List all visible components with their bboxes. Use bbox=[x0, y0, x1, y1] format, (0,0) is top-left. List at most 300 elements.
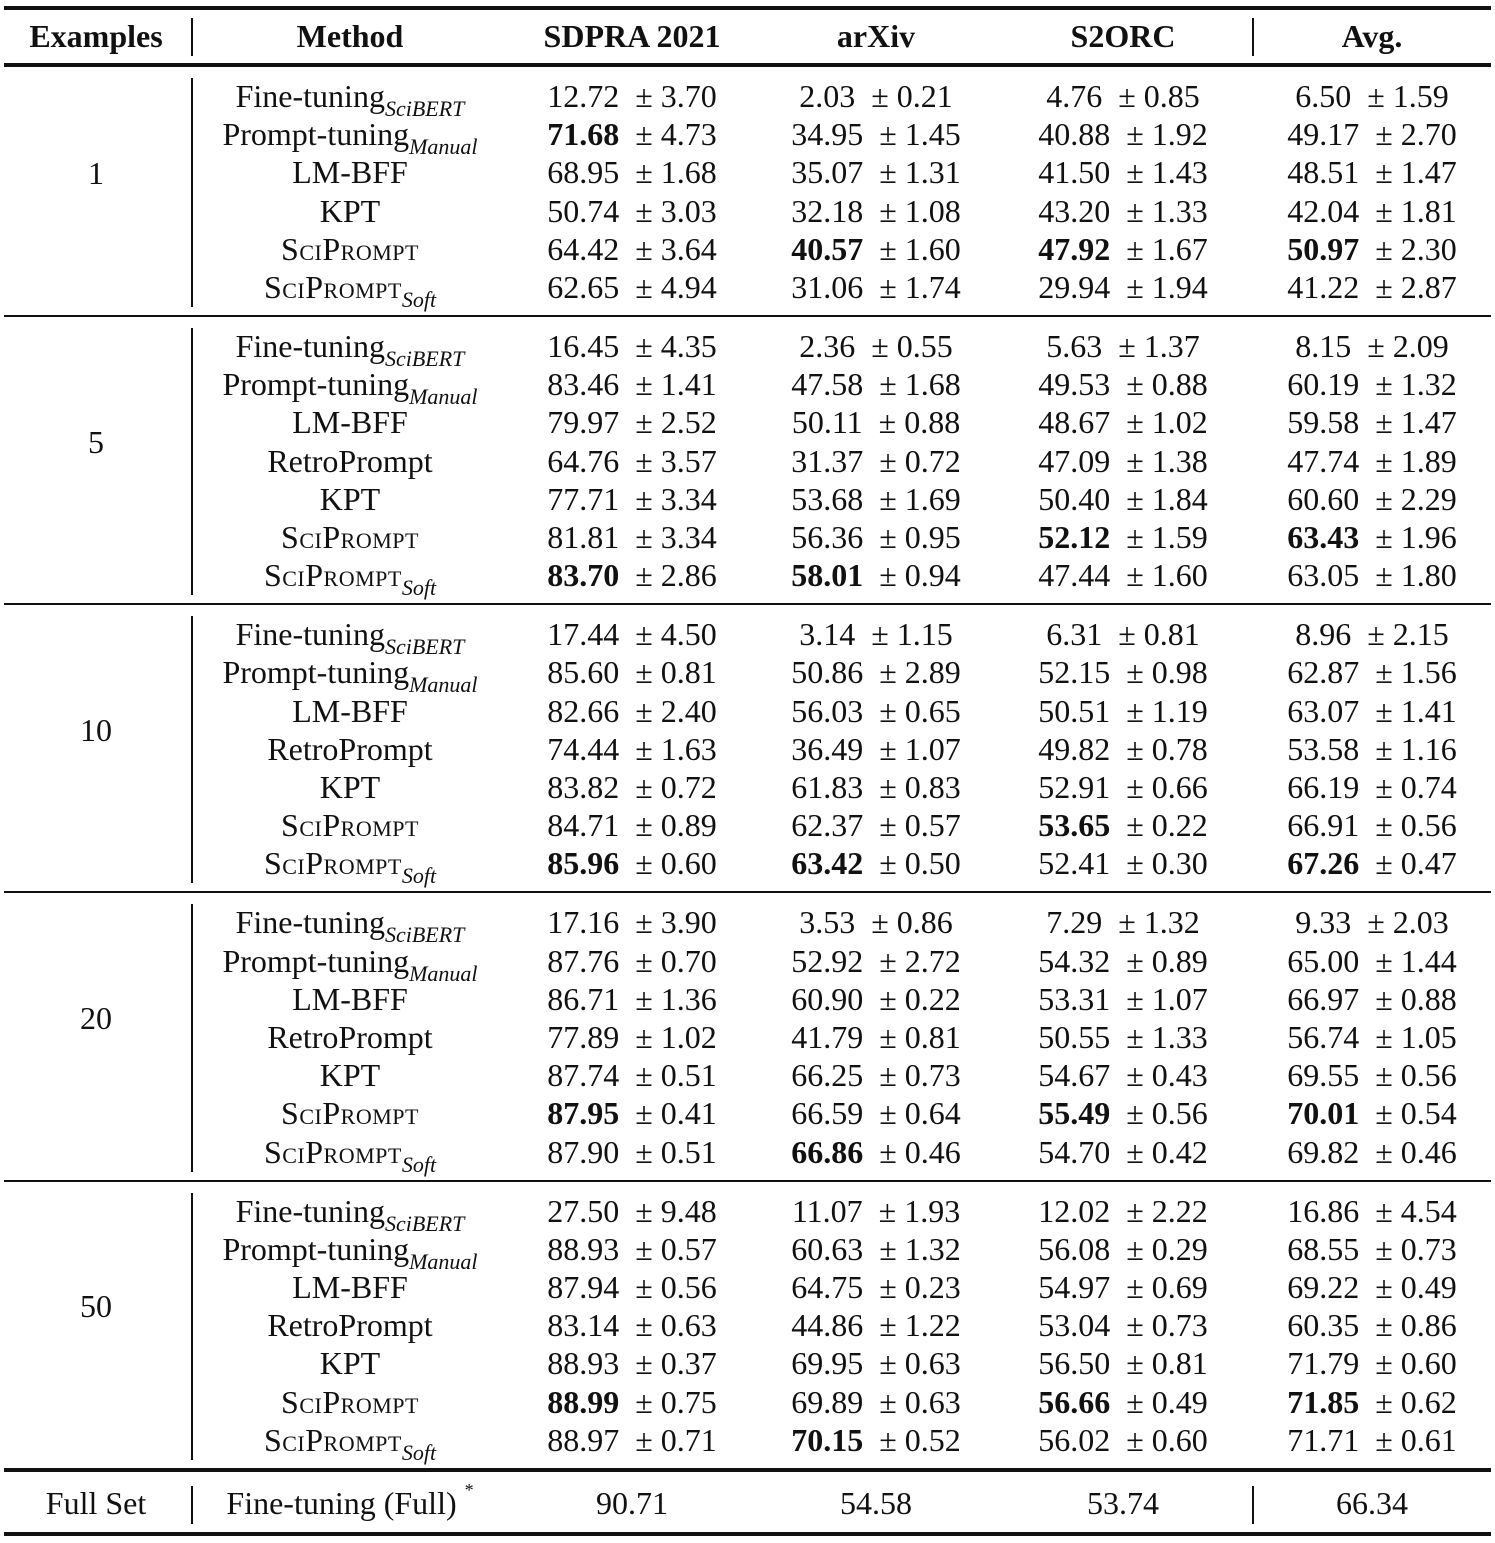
score-std: ± 0.75 bbox=[635, 1383, 717, 1420]
score-cell bbox=[547, 480, 717, 517]
score-std: ± 4.73 bbox=[635, 116, 717, 153]
score-cell bbox=[791, 692, 961, 729]
score-std: ± 0.73 bbox=[1375, 1230, 1457, 1267]
score-mean: 84.71 bbox=[547, 807, 620, 844]
score-mean: 77.71 bbox=[547, 480, 620, 517]
score-mean: 47.92 bbox=[1038, 230, 1111, 267]
score-cell bbox=[791, 654, 961, 691]
score-cell bbox=[1295, 616, 1449, 653]
score-mean: 64.75 bbox=[791, 1269, 864, 1305]
score-mean: 66.97 bbox=[1287, 980, 1360, 1017]
score-std: ± 1.96 bbox=[1375, 519, 1457, 555]
score-mean: 68.95 bbox=[547, 154, 620, 191]
score-std: ± 2.52 bbox=[635, 404, 717, 441]
score-cell bbox=[791, 480, 961, 517]
score-mean: 56.36 bbox=[791, 519, 864, 555]
score-std: ± 0.62 bbox=[1375, 1383, 1457, 1420]
score-cell bbox=[547, 1345, 717, 1382]
score-std: ± 0.64 bbox=[879, 1095, 961, 1132]
score-cell bbox=[1038, 1021, 1208, 1053]
score-std: ± 0.89 bbox=[635, 807, 717, 844]
method-cell bbox=[222, 942, 478, 986]
score-cell bbox=[547, 845, 717, 882]
method-name: LM-BFF bbox=[292, 692, 408, 729]
score-std: ± 0.21 bbox=[871, 78, 953, 114]
method-name: Prompt-tuning bbox=[222, 942, 410, 979]
score-cell bbox=[1287, 480, 1457, 517]
score-std: ± 1.59 bbox=[1126, 519, 1208, 555]
column-header: arXiv bbox=[836, 18, 916, 54]
method-cell bbox=[320, 771, 380, 803]
score-cell bbox=[1287, 116, 1457, 153]
method-cell bbox=[319, 192, 381, 229]
vertical-rule bbox=[1252, 1486, 1254, 1524]
score-cell bbox=[547, 80, 717, 112]
score-std: ± 1.45 bbox=[879, 116, 961, 153]
score-std: ± 1.92 bbox=[1126, 116, 1208, 153]
score-mean: 48.67 bbox=[1038, 404, 1111, 441]
score-std: ± 0.88 bbox=[878, 404, 961, 441]
score-mean: 63.43 bbox=[1287, 519, 1360, 555]
method-name: Prompt-tuning bbox=[222, 1230, 410, 1267]
score-cell bbox=[1287, 1230, 1457, 1267]
score-cell bbox=[799, 80, 953, 112]
score-mean: 70.15 bbox=[791, 1421, 864, 1458]
score-std: ± 2.15 bbox=[1367, 616, 1449, 653]
score-std: ± 0.55 bbox=[871, 328, 953, 364]
horizontal-rule bbox=[4, 315, 1491, 317]
score-mean: 11.07 bbox=[791, 1192, 863, 1229]
score-cell bbox=[1038, 1345, 1208, 1382]
score-std: ± 0.69 bbox=[1126, 1269, 1208, 1305]
score-cell bbox=[1046, 616, 1200, 653]
score-cell bbox=[1038, 480, 1208, 517]
score-std: ± 1.36 bbox=[635, 980, 717, 1017]
column-header: SDPRA 2021 bbox=[543, 18, 721, 54]
score-mean: 87.74 bbox=[547, 1057, 620, 1094]
score-cell bbox=[791, 730, 961, 767]
score-std: ± 0.22 bbox=[879, 980, 961, 1017]
score-cell bbox=[1038, 116, 1208, 153]
score-mean: 62.87 bbox=[1287, 654, 1360, 691]
score-mean: 32.18 bbox=[791, 192, 864, 229]
score-std: ± 3.64 bbox=[635, 230, 717, 267]
score-mean: 56.03 bbox=[791, 692, 864, 729]
score-std: ± 0.89 bbox=[1126, 942, 1208, 979]
method-name: Fine-tuning bbox=[235, 904, 385, 941]
score-std: ± 1.16 bbox=[1375, 730, 1457, 767]
score-std: ± 0.94 bbox=[879, 557, 961, 594]
method-cell bbox=[319, 1057, 381, 1094]
score-std: ± 0.63 bbox=[635, 1307, 717, 1344]
score-std: ± 0.65 bbox=[879, 692, 961, 729]
method-cell bbox=[222, 366, 478, 410]
score-cell bbox=[1287, 807, 1457, 844]
score-mean: 40.57 bbox=[791, 230, 864, 267]
method-name: RetroPrompt bbox=[267, 730, 433, 767]
method-cell bbox=[235, 904, 465, 948]
score-std: ± 0.81 bbox=[1118, 616, 1200, 653]
method-name: KPT bbox=[319, 480, 381, 517]
score-std: ± 0.51 bbox=[635, 1057, 717, 1094]
method-cell bbox=[281, 1383, 419, 1420]
score-std: ± 4.94 bbox=[635, 269, 717, 305]
score-cell bbox=[791, 366, 961, 403]
score-cell bbox=[1287, 404, 1457, 441]
score-mean: 60.90 bbox=[791, 980, 864, 1017]
score-cell bbox=[547, 1133, 717, 1170]
score-std: ± 0.54 bbox=[1375, 1095, 1457, 1132]
score-mean: 27.50 bbox=[547, 1192, 620, 1229]
score-mean: 42.04 bbox=[1287, 192, 1360, 229]
score-cell bbox=[1038, 1307, 1208, 1344]
score-cell bbox=[547, 692, 717, 729]
score-cell bbox=[1038, 771, 1208, 803]
score-mean: 31.06 bbox=[791, 269, 864, 305]
score-mean: 5.63 bbox=[1046, 328, 1103, 364]
score-std: ± 0.56 bbox=[1126, 1095, 1208, 1132]
score-cell bbox=[547, 1271, 717, 1303]
score-std: ± 4.50 bbox=[635, 616, 717, 653]
score-cell bbox=[791, 230, 961, 267]
score-std: ± 1.22 bbox=[879, 1307, 961, 1344]
score-mean: 34.95 bbox=[791, 116, 864, 153]
score-mean: 8.15 bbox=[1295, 328, 1352, 364]
score-cell bbox=[791, 1271, 961, 1303]
method-name: KPT bbox=[319, 769, 381, 805]
method-subscript: Soft bbox=[401, 863, 437, 889]
column-header: Method bbox=[296, 18, 404, 54]
method-name: Prompt-tuning bbox=[222, 654, 410, 691]
score-std: ± 0.74 bbox=[1375, 769, 1457, 805]
method-name: SciPrompt bbox=[263, 557, 402, 594]
method-cell bbox=[235, 328, 465, 371]
score-std: ± 0.49 bbox=[1126, 1383, 1208, 1420]
horizontal-rule bbox=[4, 6, 1491, 10]
score-cell bbox=[547, 116, 717, 153]
vertical-rule bbox=[191, 1486, 193, 1524]
score-std: ± 1.33 bbox=[1126, 192, 1208, 229]
method-cell bbox=[267, 442, 433, 479]
column-header: Examples bbox=[29, 18, 163, 54]
score-std: ± 0.72 bbox=[635, 769, 717, 805]
score-mean: 62.37 bbox=[791, 807, 864, 844]
score-cell bbox=[1287, 192, 1457, 229]
score-std: ± 1.89 bbox=[1375, 442, 1457, 479]
score-mean: 36.49 bbox=[791, 730, 864, 767]
score-cell bbox=[1295, 80, 1449, 112]
method-name: KPT bbox=[319, 1057, 381, 1094]
score-std: ± 1.07 bbox=[1126, 980, 1208, 1017]
method-cell bbox=[235, 78, 465, 121]
score-mean: 3.53 bbox=[799, 904, 856, 941]
score-std: ± 0.37 bbox=[635, 1345, 717, 1382]
score-std: ± 2.30 bbox=[1375, 230, 1457, 267]
score-mean: 52.41 bbox=[1038, 845, 1111, 882]
score-std: ± 3.70 bbox=[635, 78, 717, 114]
vertical-rule bbox=[191, 328, 193, 595]
method-name: SciPrompt bbox=[263, 1421, 402, 1458]
score-mean: 87.94 bbox=[547, 1269, 620, 1305]
vertical-rule bbox=[1252, 18, 1254, 56]
examples-count: 5 bbox=[88, 423, 104, 460]
score-mean: 71.79 bbox=[1287, 1345, 1360, 1382]
score-mean: 66.91 bbox=[1287, 807, 1360, 844]
vertical-rule bbox=[191, 904, 193, 1171]
score-mean: 71.85 bbox=[1287, 1383, 1360, 1420]
method-subscript: SciBERT bbox=[384, 1210, 465, 1236]
score-std: ± 0.51 bbox=[635, 1133, 717, 1170]
method-subscript: Manual bbox=[409, 960, 478, 986]
score-std: ± 1.60 bbox=[1126, 557, 1208, 594]
score-mean: 7.29 bbox=[1046, 904, 1103, 941]
score-std: ± 1.31 bbox=[879, 154, 961, 191]
score-std: ± 2.87 bbox=[1375, 269, 1457, 305]
score-cell bbox=[1295, 904, 1449, 941]
score-cell bbox=[1295, 330, 1449, 362]
score-std: ± 0.50 bbox=[879, 845, 961, 882]
method-cell bbox=[235, 1192, 465, 1236]
score-cell bbox=[1038, 404, 1208, 441]
score-mean: 88.93 bbox=[547, 1345, 620, 1382]
score-mean: 79.97 bbox=[547, 404, 620, 441]
score-mean: 83.82 bbox=[547, 769, 620, 805]
method-name: Fine-tuning bbox=[235, 328, 385, 364]
score-cell bbox=[1287, 230, 1457, 267]
score-mean: 40.88 bbox=[1038, 116, 1111, 153]
score-mean: 69.82 bbox=[1287, 1133, 1360, 1170]
score-cell bbox=[1038, 845, 1208, 882]
score-mean: 52.12 bbox=[1038, 519, 1111, 555]
score-std: ± 0.85 bbox=[1118, 78, 1200, 114]
method-name: SciPrompt bbox=[281, 519, 419, 555]
score-mean: 12.02 bbox=[1038, 1192, 1111, 1229]
score-cell bbox=[547, 192, 717, 229]
score-mean: 49.53 bbox=[1038, 366, 1111, 403]
score-mean: 53.58 bbox=[1287, 730, 1360, 767]
method-cell bbox=[222, 116, 478, 160]
score-cell bbox=[1046, 904, 1200, 941]
score-cell bbox=[791, 1345, 961, 1382]
score-mean: 66.59 bbox=[791, 1095, 864, 1132]
score-mean: 2.03 bbox=[799, 78, 856, 114]
score-std: ± 3.90 bbox=[635, 904, 717, 941]
method-cell bbox=[281, 521, 419, 553]
score-mean: 87.90 bbox=[547, 1133, 620, 1170]
score-mean: 56.74 bbox=[1287, 1019, 1360, 1055]
score-std: ± 1.59 bbox=[1367, 78, 1449, 114]
score-std: ± 1.84 bbox=[1126, 480, 1208, 517]
method-name: Fine-tuning (Full) bbox=[226, 1485, 457, 1521]
score-cell bbox=[1038, 807, 1208, 844]
method-subscript: Manual bbox=[409, 1248, 478, 1274]
score-std: ± 0.41 bbox=[635, 1095, 717, 1132]
score-std: ± 1.94 bbox=[1126, 269, 1208, 305]
score-mean: 50.97 bbox=[1287, 230, 1360, 267]
score-cell bbox=[1038, 942, 1208, 979]
score-std: ± 3.34 bbox=[635, 519, 717, 555]
method-subscript: Soft bbox=[401, 1151, 437, 1177]
score-mean: 71.68 bbox=[547, 116, 620, 153]
method-cell bbox=[222, 1230, 478, 1274]
score-mean: 16.45 bbox=[547, 328, 620, 364]
method-name: SciPrompt bbox=[281, 807, 419, 844]
score-cell bbox=[1038, 1133, 1208, 1170]
score-cell bbox=[1287, 845, 1457, 882]
method-cell bbox=[222, 654, 478, 698]
method-cell bbox=[263, 1421, 437, 1465]
score-std: ± 0.78 bbox=[1126, 730, 1208, 767]
score-cell bbox=[1038, 230, 1208, 267]
score-mean: 85.96 bbox=[547, 845, 620, 882]
score-std: ± 0.29 bbox=[1126, 1230, 1208, 1267]
score-std: ± 2.40 bbox=[635, 692, 717, 729]
score-cell bbox=[791, 442, 961, 479]
score-mean: 50.11 bbox=[791, 404, 863, 441]
score-cell bbox=[791, 116, 961, 153]
score-mean: 86.71 bbox=[547, 980, 620, 1017]
score-cell bbox=[1287, 1192, 1457, 1229]
score-std: ± 1.07 bbox=[879, 730, 961, 767]
method-name: SciPrompt bbox=[263, 269, 402, 305]
score-std: ± 1.47 bbox=[1375, 404, 1457, 441]
score-cell bbox=[547, 1230, 717, 1267]
score-cell bbox=[1287, 154, 1457, 191]
score-std: ± 0.63 bbox=[879, 1345, 961, 1382]
method-name: Fine-tuning bbox=[235, 616, 385, 653]
method-name: LM-BFF bbox=[292, 404, 408, 441]
score-cell bbox=[791, 404, 961, 441]
score-std: ± 0.47 bbox=[1375, 845, 1457, 882]
method-cell bbox=[292, 404, 408, 441]
score-mean: 53.68 bbox=[791, 480, 864, 517]
score-cell bbox=[791, 1307, 961, 1344]
score-std: ± 0.22 bbox=[1126, 807, 1208, 844]
score-cell bbox=[1038, 271, 1208, 303]
score-mean: 71.71 bbox=[1287, 1421, 1360, 1458]
score-std: ± 0.70 bbox=[635, 942, 717, 979]
examples-count: 10 bbox=[80, 711, 112, 748]
score-mean: 60.35 bbox=[1287, 1307, 1360, 1344]
score-mean: 43.20 bbox=[1038, 192, 1111, 229]
score-std: ± 3.34 bbox=[635, 480, 717, 517]
score-std: ± 1.67 bbox=[1126, 230, 1208, 267]
score-mean: 52.92 bbox=[791, 942, 864, 979]
score-mean: 87.95 bbox=[547, 1095, 620, 1132]
score-std: ± 1.43 bbox=[1126, 154, 1208, 191]
score-mean: 70.01 bbox=[1287, 1095, 1360, 1132]
score-cell bbox=[1038, 730, 1208, 767]
method-name: Prompt-tuning bbox=[222, 366, 410, 403]
score-mean: 56.50 bbox=[1038, 1345, 1111, 1382]
score-cell bbox=[791, 845, 961, 882]
method-cell bbox=[292, 692, 408, 729]
score-cell bbox=[1038, 1192, 1208, 1229]
score-std: ± 2.03 bbox=[1367, 904, 1449, 941]
score-cell bbox=[1287, 442, 1457, 479]
score-cell bbox=[1046, 330, 1200, 362]
score-std: ± 1.32 bbox=[1118, 904, 1200, 941]
score-std: ± 0.88 bbox=[1375, 980, 1457, 1017]
score-mean: 35.07 bbox=[791, 154, 864, 191]
method-name: KPT bbox=[319, 1345, 381, 1382]
score-std: ± 1.47 bbox=[1375, 154, 1457, 191]
score-std: ± 0.57 bbox=[879, 807, 961, 844]
score-cell bbox=[547, 557, 717, 594]
score-cell bbox=[1287, 654, 1457, 691]
score-mean: 50.40 bbox=[1038, 480, 1111, 517]
method-name: SciPrompt bbox=[263, 1133, 402, 1170]
score-cell bbox=[547, 521, 717, 553]
score-cell bbox=[791, 1421, 961, 1458]
score-cell bbox=[547, 1192, 717, 1229]
score-mean: 49.82 bbox=[1038, 730, 1111, 767]
method-subscript: SciBERT bbox=[384, 922, 465, 948]
score-std: ± 0.57 bbox=[635, 1230, 717, 1267]
score-cell bbox=[1038, 1095, 1208, 1132]
score-cell bbox=[1038, 1271, 1208, 1303]
score-cell bbox=[547, 442, 717, 479]
score-std: ± 0.60 bbox=[635, 845, 717, 882]
score-mean: 17.44 bbox=[547, 616, 620, 653]
score-cell bbox=[1287, 521, 1457, 553]
score-mean: 56.02 bbox=[1038, 1421, 1111, 1458]
score-cell bbox=[1038, 521, 1208, 553]
score-cell bbox=[547, 942, 717, 979]
vertical-rule bbox=[191, 18, 193, 56]
score-std: ± 0.98 bbox=[1126, 654, 1208, 691]
score-mean: 49.17 bbox=[1287, 116, 1360, 153]
horizontal-rule bbox=[4, 603, 1491, 605]
score-mean: 47.58 bbox=[791, 366, 864, 403]
score-std: ± 9.48 bbox=[635, 1192, 717, 1229]
score-std: ± 0.56 bbox=[1375, 807, 1457, 844]
score-std: ± 0.49 bbox=[1375, 1269, 1457, 1305]
score-cell bbox=[1287, 771, 1457, 803]
method-cell bbox=[263, 269, 437, 312]
score-cell bbox=[791, 1057, 961, 1094]
score-cell bbox=[1287, 1271, 1457, 1303]
score-cell bbox=[1287, 730, 1457, 767]
score-cell bbox=[791, 1021, 961, 1053]
score-cell bbox=[1287, 1307, 1457, 1344]
method-name: Prompt-tuning bbox=[222, 116, 410, 153]
score-std: ± 0.46 bbox=[879, 1133, 961, 1170]
method-name: SciPrompt bbox=[281, 230, 419, 267]
method-cell bbox=[292, 154, 408, 191]
score-mean: 50.86 bbox=[791, 654, 864, 691]
score-cell bbox=[799, 904, 953, 941]
score-mean: 44.86 bbox=[791, 1307, 864, 1344]
score-std: ± 1.41 bbox=[1375, 692, 1457, 729]
score-cell bbox=[547, 616, 717, 653]
score-mean: 83.14 bbox=[547, 1307, 620, 1344]
score-std: ± 1.38 bbox=[1126, 442, 1208, 479]
method-cell bbox=[263, 1133, 437, 1177]
score-std: ± 1.08 bbox=[879, 192, 961, 229]
score-cell bbox=[791, 807, 961, 844]
score-std: ± 0.81 bbox=[1126, 1345, 1208, 1382]
score-cell bbox=[799, 330, 953, 362]
score-std: ± 1.05 bbox=[1375, 1019, 1457, 1055]
score-cell bbox=[1038, 980, 1208, 1017]
score-cell bbox=[547, 1383, 717, 1420]
score-std: ± 1.80 bbox=[1375, 557, 1457, 594]
score-std: ± 1.19 bbox=[1126, 692, 1208, 729]
score-cell bbox=[1287, 1421, 1457, 1458]
method-name: SciPrompt bbox=[263, 845, 402, 882]
score-mean: 54.70 bbox=[1038, 1133, 1111, 1170]
